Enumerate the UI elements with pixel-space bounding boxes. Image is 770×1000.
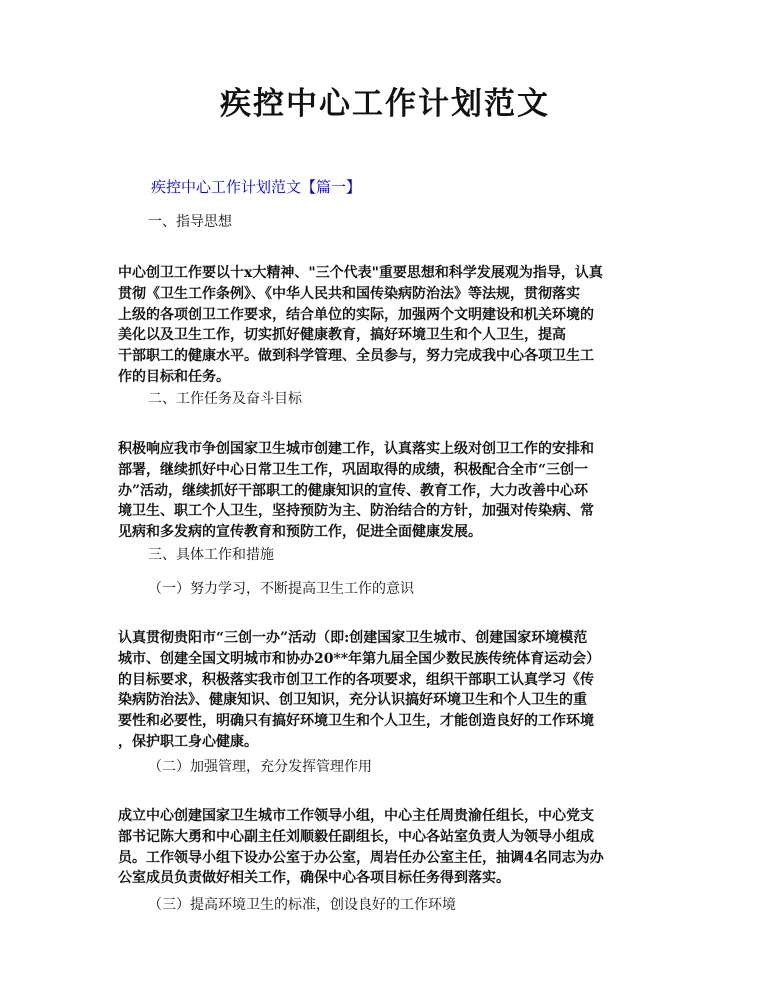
paragraph-line: 部书记陈大勇和中心副主任刘顺毅任副组长，中心各站室负责人为领导小组成 <box>118 828 594 845</box>
section-heading-3-2: （二）加强管理，充分发挥管理作用 <box>148 759 372 775</box>
paragraph-line: 中心创卫工作要以十x大精神、"三个代表"重要思想和科学发展观为指导，认真 <box>118 265 603 281</box>
paragraph-line: 办”活动，继续抓好干部职工的健康知识的宣传、教育工作，大力改善中心环 <box>118 482 589 499</box>
paragraph-line: 公室成员负责做好相关工作，确保中心各项目标任务得到落实。 <box>118 870 510 887</box>
section-heading-3-3: （三）提高环境卫生的标准，创设良好的工作环境 <box>148 897 456 913</box>
section-paragraph-1 <box>118 263 663 388</box>
section-paragraph-3-2 <box>118 806 663 889</box>
section-paragraph-2 <box>118 439 663 543</box>
paragraph-line: 积极响应我市争创国家卫生城市创建工作，认真落实上级对创卫工作的安排和 <box>118 441 594 457</box>
paragraph-line: 城市、创建全国文明城市和协办20**年第九届全国少数民族传统体育运动会） <box>118 650 601 667</box>
section-heading-3: 三、具体工作和措施 <box>148 547 274 563</box>
paragraph-line: 美化以及卫生工作，切实抓好健康教育，搞好环境卫生和个人卫生，提高 <box>118 327 566 344</box>
paragraph-line: 作的目标和任务。 <box>118 368 230 385</box>
document-title: 疾控中心工作计划范文 <box>220 86 550 122</box>
paragraph-line: 见病和多发病的宣传教育和预防工作，促进全面健康发展。 <box>118 524 482 541</box>
paragraph-line: ，保护职工身心健康。 <box>118 733 258 750</box>
paragraph-line: 的目标要求，积极落实我市创卫工作的各项要求，组织干部职工认真学习《传 <box>118 671 594 688</box>
section-heading-3-1: （一）努力学习，不断提高卫生工作的意识 <box>148 581 414 597</box>
paragraph-line: 认真贯彻贵阳市“三创一办”活动（即:创建国家卫生城市、创建国家环境模范 <box>118 630 588 646</box>
paragraph-line: 上级的各项创卫工作要求，结合单位的实际，加强两个文明建设和机关环境的 <box>118 306 594 323</box>
paragraph-line: 贯彻《卫生工作条例》、《中华人民共和国传染病防治法》等法规，贯彻落实 <box>118 285 580 302</box>
document-subtitle: 疾控中心工作计划范文【篇一】 <box>151 178 362 196</box>
paragraph-line: 员。工作领导小组下设办公室于办公室，周岩任办公室主任，抽调4名同志为办 <box>118 849 604 866</box>
section-heading-2: 二、工作任务及奋斗目标 <box>148 391 302 407</box>
paragraph-line: 部署，继续抓好中心日常卫生工作，巩固取得的成绩，积极配合全市“三创一 <box>118 461 589 478</box>
paragraph-line: 染病防治法》、健康知识、创卫知识，充分认识搞好环境卫生和个人卫生的重 <box>118 692 587 709</box>
paragraph-line: 要性和必要性，明确只有搞好环境卫生和个人卫生，才能创造良好的工作环境 <box>118 713 594 730</box>
section-heading-1: 一、指导思想 <box>148 214 232 230</box>
section-paragraph-3-1 <box>118 628 663 753</box>
paragraph-line: 干部职工的健康水平。做到科学管理、全员参与，努力完成我中心各项卫生工 <box>118 348 594 365</box>
paragraph-line: 境卫生、职工个人卫生，坚持预防为主、防治结合的方针，加强对传染病、常 <box>118 503 594 520</box>
paragraph-line: 成立中心创建国家卫生城市工作领导小组，中心主任周贵渝任组长，中心党支 <box>118 808 594 824</box>
